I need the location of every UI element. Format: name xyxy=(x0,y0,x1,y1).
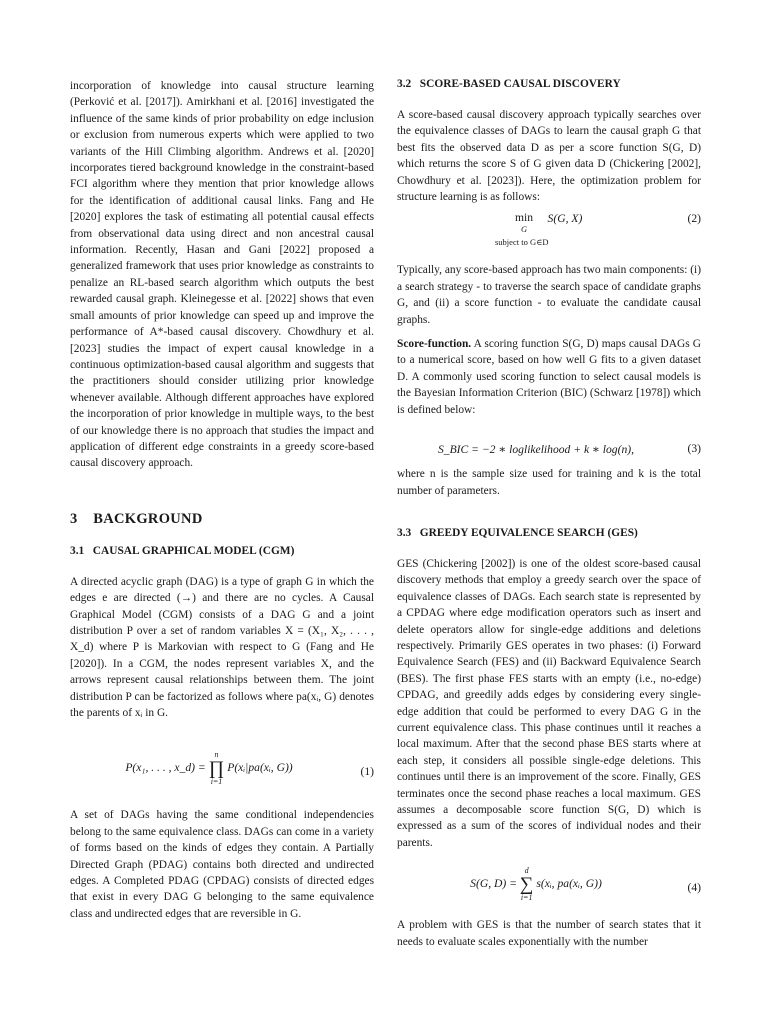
right-column xyxy=(397,78,701,950)
min-operator xyxy=(515,212,533,234)
subsection-heading-score-based xyxy=(397,78,701,90)
eq2-min: min xyxy=(515,211,534,225)
score-function-paragraph xyxy=(397,336,701,418)
subsection-number: 3.1 xyxy=(70,544,85,557)
subsection-heading-cgm xyxy=(70,545,374,557)
eq4-op-sup: d xyxy=(524,866,529,876)
equation-4 xyxy=(397,867,701,909)
subsection-title: SCORE-BASED CAUSAL DISCOVERY xyxy=(419,78,621,90)
eq1-op-sup: n xyxy=(214,750,219,760)
section-title: BACKGROUND xyxy=(93,510,203,527)
subsection-heading-ges xyxy=(397,527,701,539)
eq3-expr: S_BIC = −2 ∗ loglikelihood + k ∗ log(n), xyxy=(437,443,635,457)
score-paragraph: A score-based causal discovery approach typically searches over the equivalence classes of DAGs to learn the causal graph G that best fits the observed data D as per a score function S(G, D) which returns the score S of G given data D (Chickering [2002], Chowdhury et al. [2023]). Here, the optimization problem for structure learning is as follows: xyxy=(397,109,701,204)
equation-1 xyxy=(70,751,374,793)
cgm-paragraph: A directed acyclic graph (DAG) is a type of graph G in which the edges e are directed (→) and there are no cycles. A Causal Graphical Model (CGM) consists of a DAG G and a joint distribution P over a set of random variables X = (X₁, X₂, . . . , X_d) where P is Markovian with respect to G (Fang and He [2020]). In a CGM, the nodes represent variables X, and the arrows represent causal relationships between them. The joint distribution P can be factorized as follows where pa(xᵢ, G) denotes the parents of xᵢ in G. xyxy=(70,575,374,719)
eq1-number: (1) xyxy=(360,765,374,779)
sum-operator xyxy=(520,867,534,902)
ges-number: 3.3 xyxy=(397,526,412,539)
subsection-title: CAUSAL GRAPHICAL MODEL (CGM) xyxy=(92,544,295,557)
eq2-number: (2) xyxy=(687,212,701,226)
eq1-rhs: P(xᵢ|pa(xᵢ, G)) xyxy=(227,761,293,775)
eq4-lhs: S(G, D) = xyxy=(470,877,517,891)
score-function-label: Score-function. xyxy=(397,338,472,351)
section-heading-background xyxy=(70,511,374,528)
components-paragraph: Typically, any score-based approach has two main components: (i) a search strategy - to traverse the search space of candidate graphs G, and (ii) a score function - to evaluate the candidate causal graphs. xyxy=(397,264,701,326)
section-number: 3 xyxy=(70,510,78,527)
left-column xyxy=(70,78,374,922)
equation-2 xyxy=(397,212,701,248)
final-paragraph: A problem with GES is that the number of search states that it needs to evaluate scales exponentially with the number xyxy=(397,919,701,948)
eq3-number: (3) xyxy=(687,442,701,456)
eq2-expr: S(G, X) xyxy=(547,212,583,226)
score-function-text: A scoring function S(G, D) maps causal DAGs G to a numerical score, based on how well G fits to a given dataset D. A commonly used scoring function to select causal models is the Bayesian Information Criterion (BIC) (Schwarz [1978]) which is defined below: xyxy=(397,338,702,416)
eq3-explanation: where n is the sample size used for training and k is the total number of parameters. xyxy=(397,468,701,497)
eq4-op-sub: i=1 xyxy=(520,893,533,903)
equation-3 xyxy=(397,442,701,466)
ges-paragraph: GES (Chickering [2002]) is one of the oldest score-based causal discovery methods that employ a greedy search over the space of equivalence classes of DAGs. Each search state is represented by a CPDAG where edge modification operators such as insert and delete operators allow for single-edge additions and deletions respectively. Primarily GES operates in two phases: (i) Forward Equivalence Search (FES) and (ii) Backward Equivalence Search (BES). The first phase FES starts with an empty (i.e., no-edge) CPDAG, and greedily adds edges by considering every single-edge addition that could be performed to every DAG G in the current equivalence class. This phase continues until it reaches a local maximum. After that the second phase BES starts where at each step, it considers all possible single-edge deletions. This continues until there is an improvement of the score. Finally, GES terminates once the second phase reaches a local maximum. GES assumes a decomposable score function S(G, D) which is expressed as a sum of the scores of individual nodes and their parents. xyxy=(397,557,701,849)
subsection-number: 3.2 xyxy=(397,78,412,90)
eq4-op-symbol: ∑ xyxy=(519,874,534,896)
eq4-number: (4) xyxy=(687,881,701,895)
eq1-op-sub: i=1 xyxy=(210,777,223,787)
eq1-op-symbol: ∏ xyxy=(208,758,225,780)
dag-paragraph: A set of DAGs having the same conditional independencies belong to the same equivalence class. DAGs can come in a variety of forms based on the kinds of edges they contain. A Partially Directed Graph (PDAG) contains both directed and undirected edges. A Completed PDAG (CPDAG) consists of directed edges that exist in every DAG G belonging to the same equivalence class and undirected edges that are reversible in G. xyxy=(70,809,374,920)
product-operator xyxy=(209,751,225,786)
eq1-lhs: P(x₁, . . . , x_d) = xyxy=(125,761,206,775)
ges-title: GREEDY EQUIVALENCE SEARCH (GES) xyxy=(419,526,638,539)
eq2-constraint: subject to G∈D xyxy=(495,236,549,247)
intro-paragraph: incorporation of knowledge into causal structure learning (Perković et al. [2017]). Amirkhani et al. [2016] investigated the influence of the same kinds of prior probability on edge inclusion or exclusion from numerous experts which were applied to two variants of the Hill Climbing algorithm. Andrews et al. [2020] incorporates tiered background knowledge in the constraint-based FCI algorithm where they mention that prior knowledge allows for the identification of additional causal links. Fang and He [2020] explores the task of estimating all potential causal effects from observational data using direct and non ancestral causal information. Recently, Hasan and Gani [2022] proposed a generalized framework that uses prior knowledge as constraints to penalize an RL-based search algorithm which outputs the best rewarded causal graph. Kleinegesse et al. [2022] shows that even small amounts of prior knowledge can speed up and improve the performance of A*-based causal discovery. Chowdhury et al. [2023] studies the impact of expert causal knowledge in a continuous optimization-based causal algorithm and suggests that the practitioners should consider utilizing prior knowledge whenever available. Although different approaches have explored the incorporation of prior knowledge in multiple ways, to the best of our knowledge there is no approach that studies the impact and application of different edge constraints in a greedy score-based causal discovery approach. xyxy=(70,80,374,470)
eq4-rhs: s(xᵢ, pa(xᵢ, G)) xyxy=(536,877,602,891)
eq2-min-sub: G xyxy=(520,224,528,235)
